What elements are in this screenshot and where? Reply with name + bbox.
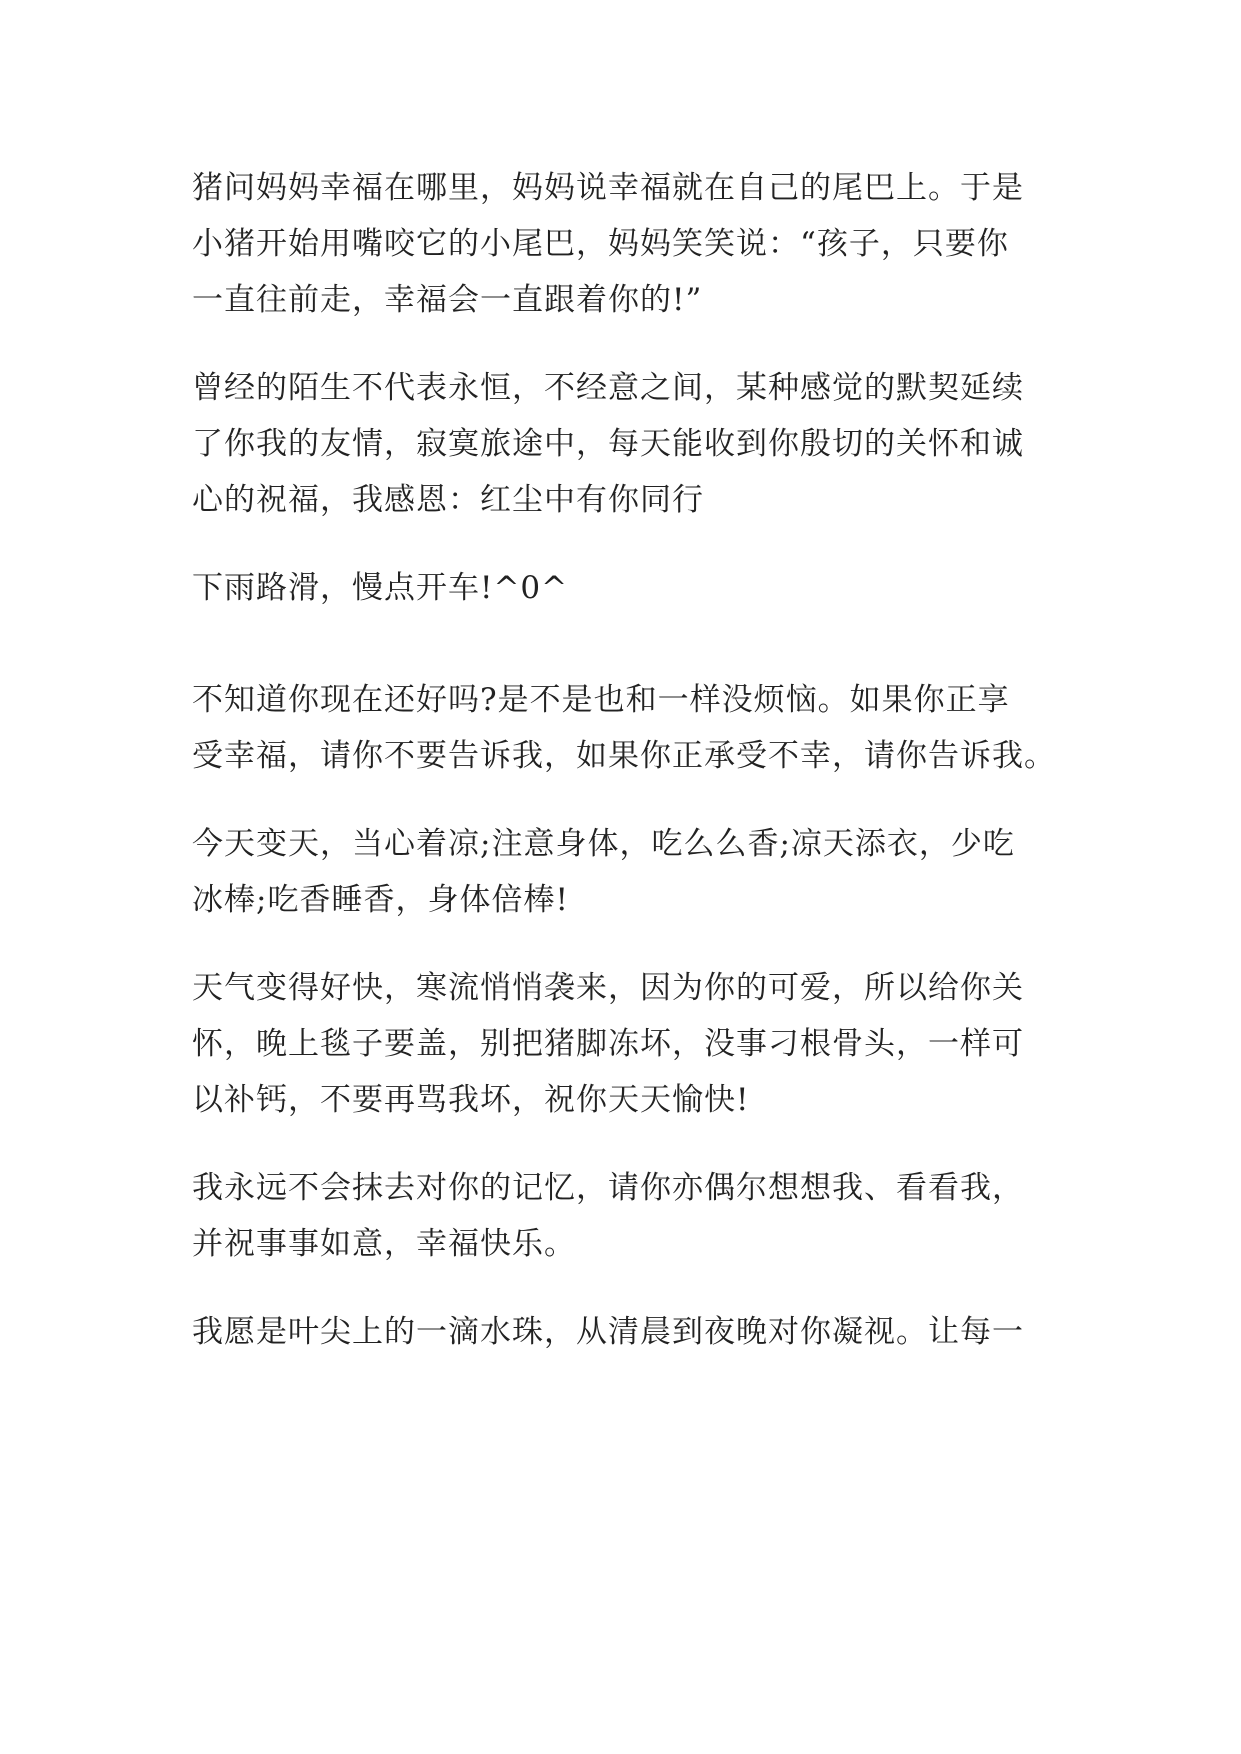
paragraph-6-line-2: 怀，晚上毯子要盖，别把猪脚冻坏，没事刁根骨头，一样可 [192,1026,1024,1062]
paragraph-4 [192,672,1056,784]
paragraph-2 [192,360,1024,528]
paragraph-7-line-1: 我永远不会抹去对你的记忆，请你亦偶尔想想我、看看我， [192,1170,1024,1206]
paragraph-4-line-2: 受幸福，请你不要告诉我，如果你正承受不幸，请你告诉我。 [192,738,1056,774]
paragraph-6-line-3: 以补钙，不要再骂我坏，祝你天天愉快! [192,1082,750,1118]
paragraph-3 [192,560,568,616]
paragraph-2-line-1: 曾经的陌生不代表永恒，不经意之间，某种感觉的默契延续 [192,370,1024,406]
paragraph-3-line-1: 下雨路滑，慢点开车!^0^ [192,570,569,606]
paragraph-1-line-2: 小猪开始用嘴咬它的小尾巴，妈妈笑笑说：“孩子，只要你 [192,226,1009,262]
paragraph-6 [192,960,1024,1128]
paragraph-6-line-1: 天气变得好快，寒流悄悄袭来，因为你的可爱，所以给你关 [192,970,1024,1006]
paragraph-7-line-2: 并祝事事如意，幸福快乐。 [192,1226,576,1262]
paragraph-2-line-3: 心的祝福，我感恩：红尘中有你同行 [192,482,704,518]
paragraph-5-line-2: 冰棒;吃香睡香，身体倍棒! [192,882,569,918]
paragraph-8-line-1: 我愿是叶尖上的一滴水珠，从清晨到夜晚对你凝视。让每一 [192,1314,1024,1350]
paragraph-5-line-1: 今天变天，当心着凉;注意身体，吃么么香;凉天添衣，少吃 [192,826,1015,862]
paragraph-2-line-2: 了你我的友情，寂寞旅途中，每天能收到你殷切的关怀和诚 [192,426,1024,462]
paragraph-1-line-1: 猪问妈妈幸福在哪里，妈妈说幸福就在自己的尾巴上。于是 [192,170,1024,206]
paragraph-4-line-1: 不知道你现在还好吗?是不是也和一样没烦恼。如果你正享 [192,682,1010,718]
paragraph-1 [192,160,1024,328]
paragraph-7 [192,1160,1024,1272]
paragraph-5 [192,816,1015,928]
paragraph-8 [192,1304,1024,1360]
paragraph-1-line-3: 一直往前走，幸福会一直跟着你的!” [192,282,703,318]
